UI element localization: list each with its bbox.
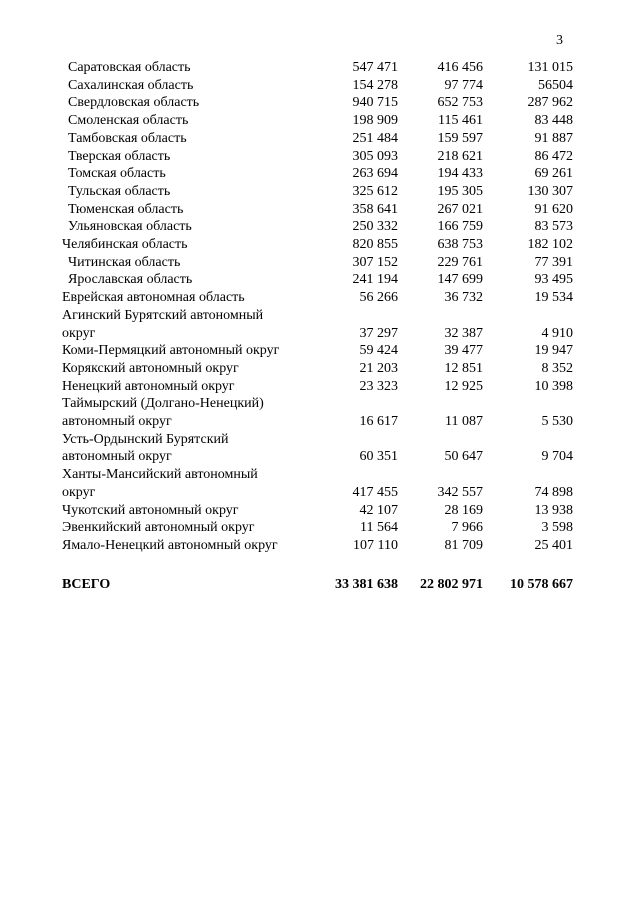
region-name-cell: округ xyxy=(62,484,96,500)
region-name-cell: Читинская область xyxy=(68,254,181,270)
value-1-cell: 325 612 xyxy=(352,183,398,199)
region-name-cell: Ульяновская область xyxy=(68,219,192,235)
value-1-cell: 11 564 xyxy=(360,520,398,536)
region-name-cell: Тульская область xyxy=(68,183,171,199)
value-3-cell xyxy=(483,466,573,484)
value-2-cell: 166 759 xyxy=(437,219,483,235)
table-row xyxy=(62,59,573,77)
value-2-cell xyxy=(398,431,483,449)
region-name-cell: Усть-Ордынский Бурятский xyxy=(62,431,229,447)
region-name-cell: Ханты-Мансийский автономный xyxy=(62,467,258,483)
value-2-cell: 652 753 xyxy=(437,95,483,111)
value-3-cell: 69 261 xyxy=(534,166,573,182)
value-2-cell: 147 699 xyxy=(437,272,483,288)
region-name-cell: Саратовская область xyxy=(68,60,191,75)
region-name-cell: Челябинская область xyxy=(62,237,188,253)
total-value-1: 33 381 638 xyxy=(335,576,398,592)
value-3-cell: 25 401 xyxy=(534,537,573,553)
table-row xyxy=(62,112,573,130)
region-name-cell: Агинский Бурятский автономный xyxy=(62,307,264,323)
value-2-cell: 229 761 xyxy=(437,254,483,270)
value-1-cell: 820 855 xyxy=(352,237,398,253)
value-1-cell: 60 351 xyxy=(359,449,398,465)
value-3-cell: 93 495 xyxy=(534,272,573,288)
table-row xyxy=(62,201,573,219)
table-row xyxy=(62,342,573,360)
value-1-cell: 250 332 xyxy=(352,219,398,235)
table-row xyxy=(62,466,573,484)
value-2-cell: 195 305 xyxy=(437,183,483,199)
region-name-cell: Еврейская автономная область xyxy=(62,290,245,306)
region-name-cell: Тюменская область xyxy=(68,201,184,217)
value-3-cell xyxy=(483,307,573,325)
value-3-cell: 91 887 xyxy=(534,130,573,146)
region-name-cell: округ xyxy=(62,325,96,341)
value-1-cell xyxy=(322,431,398,449)
value-1-cell: 417 455 xyxy=(352,484,398,500)
value-1-cell: 154 278 xyxy=(352,77,398,93)
table-row xyxy=(62,395,573,413)
value-1-cell: 940 715 xyxy=(352,95,398,111)
value-3-cell: 10 398 xyxy=(534,378,573,394)
region-name-cell: Томская область xyxy=(68,166,166,182)
value-3-cell: 74 898 xyxy=(534,484,573,500)
value-1-cell: 198 909 xyxy=(352,113,398,129)
table-row xyxy=(62,236,573,254)
value-3-cell: 5 530 xyxy=(541,414,573,430)
region-name-cell: Эвенкийский автономный округ xyxy=(62,520,255,536)
value-1-cell xyxy=(322,307,398,325)
value-1-cell: 241 194 xyxy=(352,272,398,288)
region-name-cell: Тверская область xyxy=(68,148,171,164)
table-row xyxy=(62,537,573,555)
value-2-cell: 267 021 xyxy=(437,201,483,217)
table-row xyxy=(62,519,573,537)
value-2-cell: 416 456 xyxy=(437,60,483,75)
table-row xyxy=(62,413,573,431)
value-1-cell: 107 110 xyxy=(353,537,398,553)
value-1-cell xyxy=(322,395,398,413)
region-name-cell: Сахалинская область xyxy=(68,77,194,93)
value-2-cell: 97 774 xyxy=(444,77,483,93)
region-name-cell: Смоленская область xyxy=(68,113,189,129)
value-3-cell: 83 573 xyxy=(534,219,573,235)
value-3-cell: 130 307 xyxy=(527,183,573,199)
total-row xyxy=(62,555,573,594)
region-name-cell: Чукотский автономный округ xyxy=(62,502,239,518)
value-3-cell: 287 962 xyxy=(527,95,573,111)
value-3-cell: 56504 xyxy=(538,77,573,93)
value-2-cell: 115 461 xyxy=(438,113,483,129)
value-2-cell: 12 851 xyxy=(444,360,483,376)
value-2-cell: 81 709 xyxy=(444,537,483,553)
value-3-cell: 131 015 xyxy=(527,60,573,75)
value-2-cell: 638 753 xyxy=(437,237,483,253)
value-1-cell: 21 203 xyxy=(359,360,398,376)
region-name-cell: Ярославская область xyxy=(68,272,193,288)
table-row xyxy=(62,360,573,378)
value-1-cell: 307 152 xyxy=(352,254,398,270)
value-3-cell: 77 391 xyxy=(534,254,573,270)
value-2-cell: 39 477 xyxy=(444,343,483,359)
table-row xyxy=(62,148,573,166)
table-row xyxy=(62,325,573,343)
value-3-cell xyxy=(483,431,573,449)
table-row xyxy=(62,271,573,289)
value-1-cell xyxy=(322,466,398,484)
value-1-cell: 16 617 xyxy=(359,414,398,430)
table-row xyxy=(62,183,573,201)
value-1-cell: 547 471 xyxy=(352,60,398,75)
value-2-cell: 28 169 xyxy=(444,502,483,518)
region-name-cell: Ненецкий автономный округ xyxy=(62,378,235,394)
value-1-cell: 251 484 xyxy=(352,130,398,146)
value-3-cell: 19 534 xyxy=(534,290,573,306)
value-2-cell: 32 387 xyxy=(444,325,483,341)
value-2-cell: 7 966 xyxy=(451,520,483,536)
value-3-cell xyxy=(483,395,573,413)
value-3-cell: 86 472 xyxy=(534,148,573,164)
value-1-cell: 42 107 xyxy=(359,502,398,518)
region-name-cell: автономный округ xyxy=(62,449,172,465)
table-row xyxy=(62,94,573,112)
table-row xyxy=(62,77,573,95)
value-2-cell: 11 087 xyxy=(445,414,483,430)
value-2-cell: 159 597 xyxy=(437,130,483,146)
value-2-cell: 194 433 xyxy=(437,166,483,182)
table-row xyxy=(62,431,573,449)
value-3-cell: 83 448 xyxy=(534,113,573,129)
region-name-cell: Тамбовская область xyxy=(68,130,187,146)
value-2-cell xyxy=(398,395,483,413)
value-2-cell xyxy=(398,307,483,325)
total-value-3: 10 578 667 xyxy=(510,576,573,592)
value-1-cell: 37 297 xyxy=(359,325,398,341)
value-3-cell: 3 598 xyxy=(541,520,573,536)
value-1-cell: 56 266 xyxy=(359,290,398,306)
page-number: 3 xyxy=(556,33,563,48)
region-name-cell: Корякский автономный округ xyxy=(62,360,239,376)
table-body xyxy=(62,59,573,593)
value-2-cell: 50 647 xyxy=(444,449,483,465)
data-table xyxy=(62,59,573,593)
value-1-cell: 59 424 xyxy=(359,343,398,359)
region-name-cell: автономный округ xyxy=(62,414,172,430)
table-row xyxy=(62,165,573,183)
value-3-cell: 4 910 xyxy=(541,325,573,341)
region-name-cell: Ямало-Ненецкий автономный округ xyxy=(62,537,278,553)
total-label: ВСЕГО xyxy=(62,576,111,592)
table-row xyxy=(62,130,573,148)
value-2-cell xyxy=(398,466,483,484)
value-3-cell: 9 704 xyxy=(541,449,573,465)
value-1-cell: 305 093 xyxy=(352,148,398,164)
region-name-cell: Таймырский (Долгано-Ненецкий) xyxy=(62,396,264,412)
value-3-cell: 91 620 xyxy=(534,201,573,217)
table-row xyxy=(62,448,573,466)
value-2-cell: 218 621 xyxy=(437,148,483,164)
table-row xyxy=(62,502,573,520)
region-name-cell: Свердловская область xyxy=(68,95,200,111)
value-1-cell: 23 323 xyxy=(359,378,398,394)
value-2-cell: 342 557 xyxy=(437,484,483,500)
table-row xyxy=(62,218,573,236)
table-row xyxy=(62,254,573,272)
value-1-cell: 263 694 xyxy=(352,166,398,182)
value-2-cell: 36 732 xyxy=(444,290,483,306)
value-3-cell: 8 352 xyxy=(541,360,573,376)
value-2-cell: 12 925 xyxy=(444,378,483,394)
table-row xyxy=(62,378,573,396)
table-row xyxy=(62,307,573,325)
table-row xyxy=(62,484,573,502)
region-name-cell: Коми-Пермяцкий автономный округ xyxy=(62,343,280,359)
table-row xyxy=(62,289,573,307)
value-1-cell: 358 641 xyxy=(352,201,398,217)
total-value-2: 22 802 971 xyxy=(420,576,483,592)
value-3-cell: 182 102 xyxy=(527,237,573,253)
value-3-cell: 13 938 xyxy=(534,502,573,518)
value-3-cell: 19 947 xyxy=(534,343,573,359)
